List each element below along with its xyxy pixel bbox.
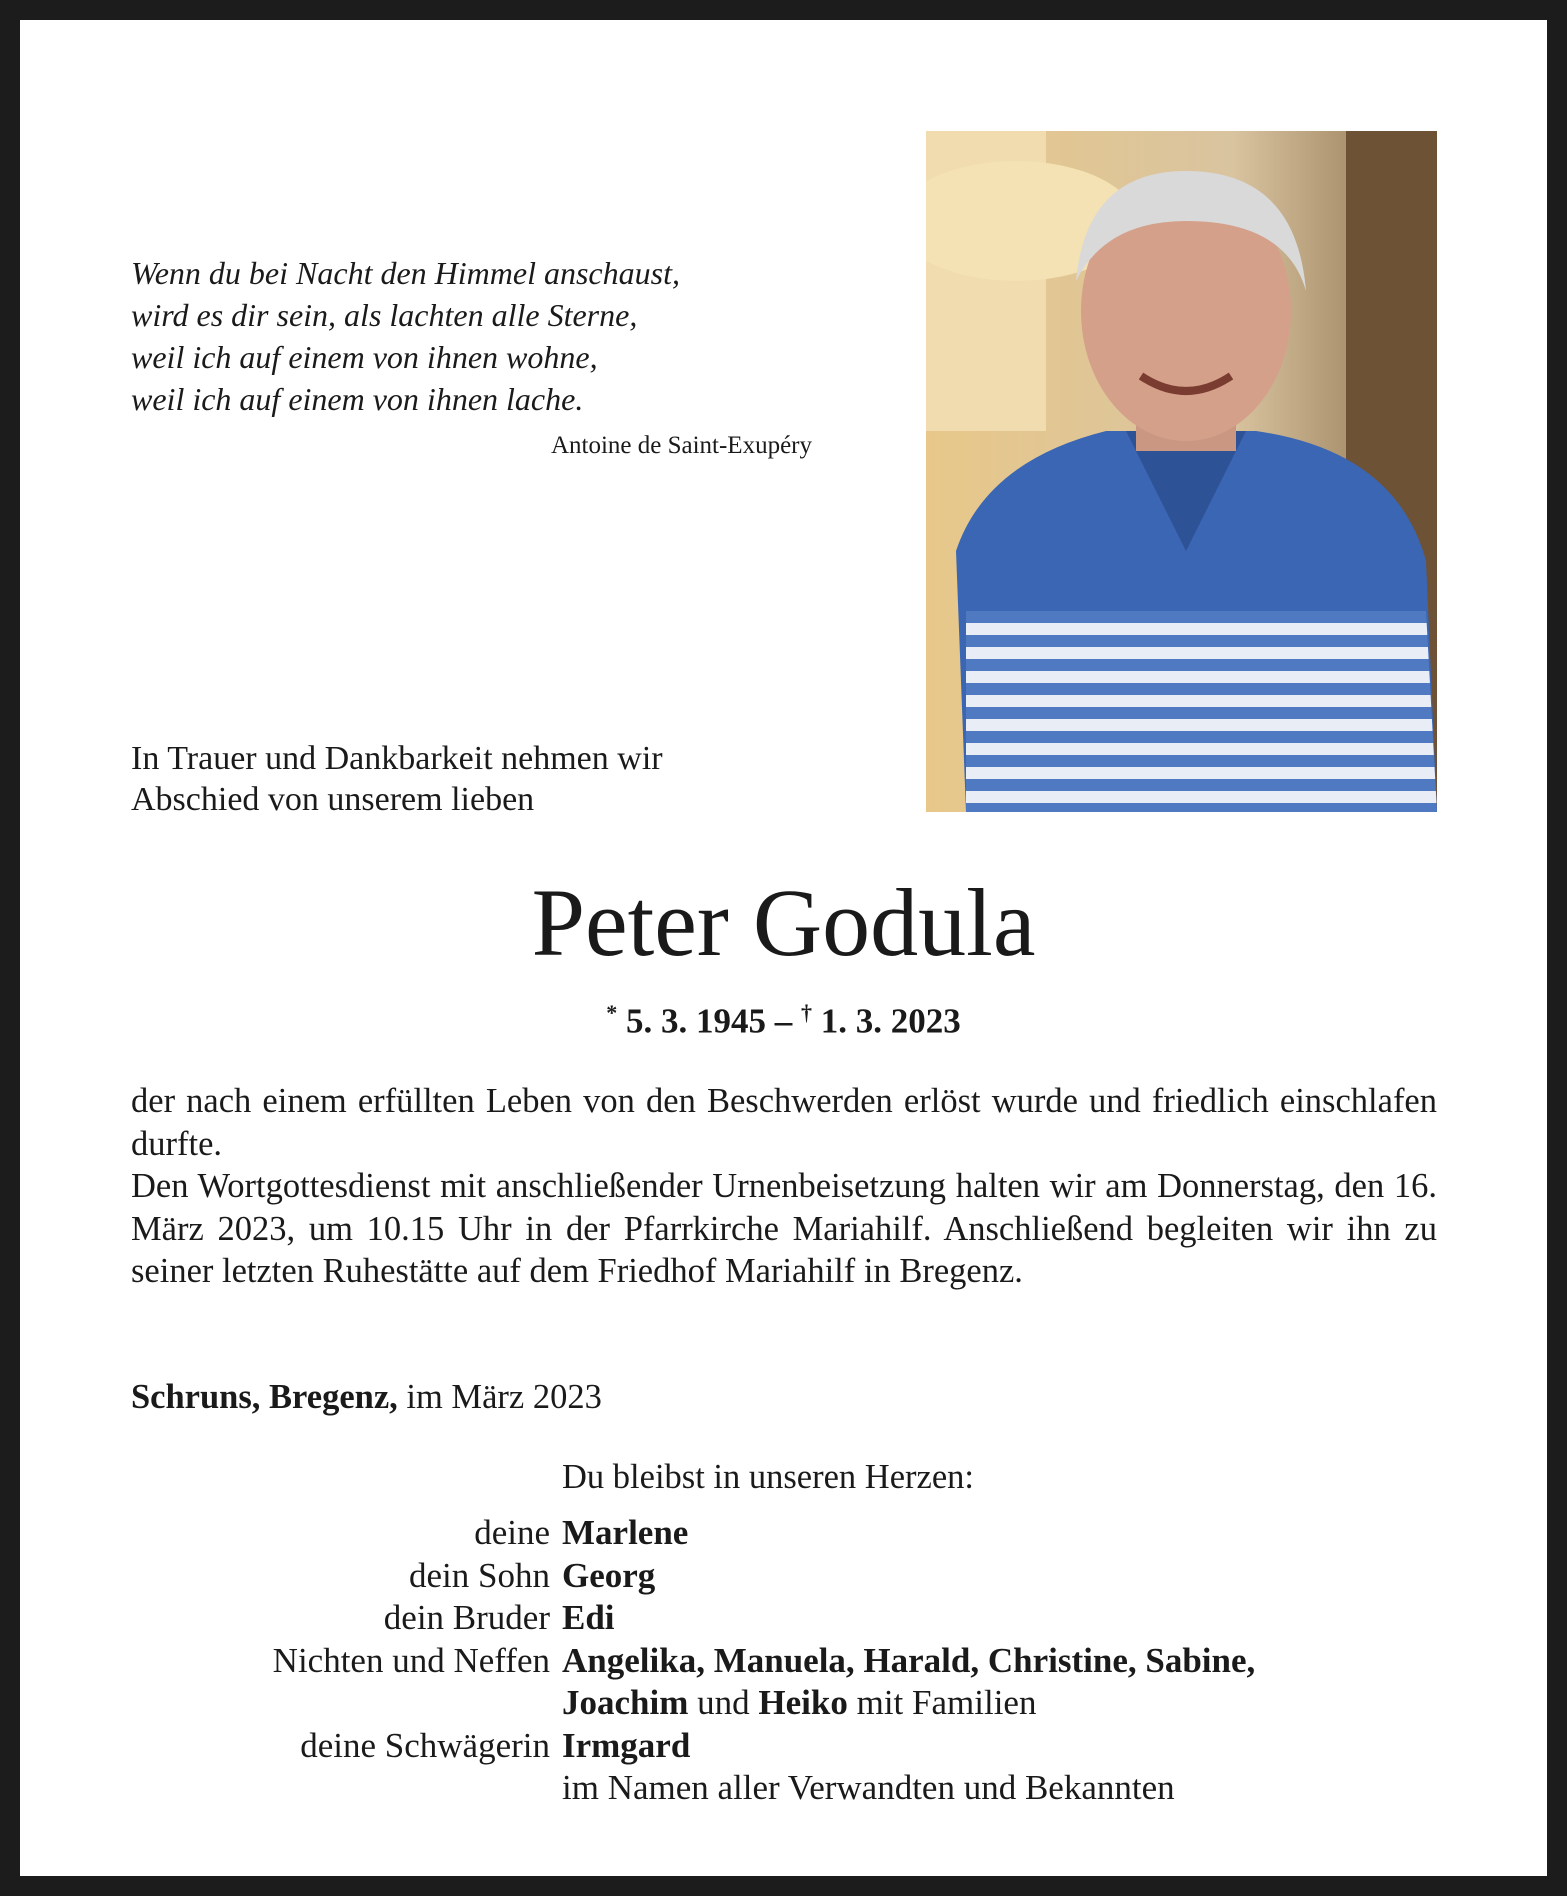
relative-name: Marlene [562,1513,689,1552]
birth-star-icon: * [606,1000,618,1025]
family-list [131,1512,1451,1810]
hearts-line: Du bleibst in unseren Herzen: [562,1458,974,1496]
quote-line: wird es dir sein, als lachten alle Sterne, [131,297,638,333]
body-text [131,1080,1437,1293]
relative-name: Angelika, Manuela, Harald, Christine, Sabine, [562,1640,1256,1680]
family-row [131,1555,1451,1598]
body-paragraph: Den Wortgottesdienst mit anschließender Urnenbeisetzung halten wir am Donnerstag, den 16. März 2023, um 10.15 Uhr in der Pfarrkirche Mariahilf. Anschließend begleiten wir ihn zu seiner letzten Ruhestätte auf dem Friedhof Mariahilf in Bregenz. [131,1167,1437,1290]
with-families: mit Familien [847,1683,1037,1722]
family-row [131,1767,1451,1810]
quote-author: Antoine de Saint-Exupéry [550,432,812,459]
family-row [131,1725,1451,1768]
intro-line: Abschied von unserem lieben [131,781,535,818]
quote [131,252,680,420]
death-date: 1. 3. 2023 [820,1001,961,1041]
birth-date: 5. 3. 1945 [626,1001,766,1041]
quote-line: Wenn du bei Nacht den Himmel anschaust, [131,255,680,291]
family-row [131,1512,1451,1555]
life-dates [0,1000,1567,1042]
relation-label: deine Schwägerin [300,1725,550,1765]
places: Schruns, Bregenz, [131,1378,398,1416]
relation-label: dein Bruder [383,1598,550,1637]
relative-name: Heiko [758,1683,848,1722]
relative-name: Edi [562,1598,615,1637]
relation-label: deine [474,1513,550,1552]
date-separator: – [766,1001,801,1041]
relative-name: Irmgard [562,1725,691,1765]
death-cross-icon: † [801,1000,812,1025]
family-row [131,1597,1451,1640]
deceased-name: Peter Godula [531,869,1036,976]
portrait-photo [926,131,1437,812]
family-row [131,1682,1451,1725]
month-year: im März 2023 [397,1378,602,1416]
quote-line: weil ich auf einem von ihnen wohne, [131,339,598,375]
intro-line: In Trauer und Dankbarkeit nehmen wir [131,740,663,777]
closing-line: im Namen aller Verwandten und Bekannten [562,1768,1175,1807]
family-row [131,1640,1451,1683]
quote-line: weil ich auf einem von ihnen lache. [131,381,584,417]
intro-text [131,738,663,820]
relative-name: Joachim [562,1683,689,1722]
relation-label: Nichten und Neffen [272,1640,550,1680]
conjunction: und [688,1683,759,1722]
relation-label: dein Sohn [409,1555,550,1595]
place-date [131,1378,602,1417]
body-paragraph: der nach einem erfüllten Leben von den Beschwerden erlöst wurde und friedlich einschlafen durfte. [131,1082,1437,1163]
relative-name: Georg [562,1555,656,1595]
